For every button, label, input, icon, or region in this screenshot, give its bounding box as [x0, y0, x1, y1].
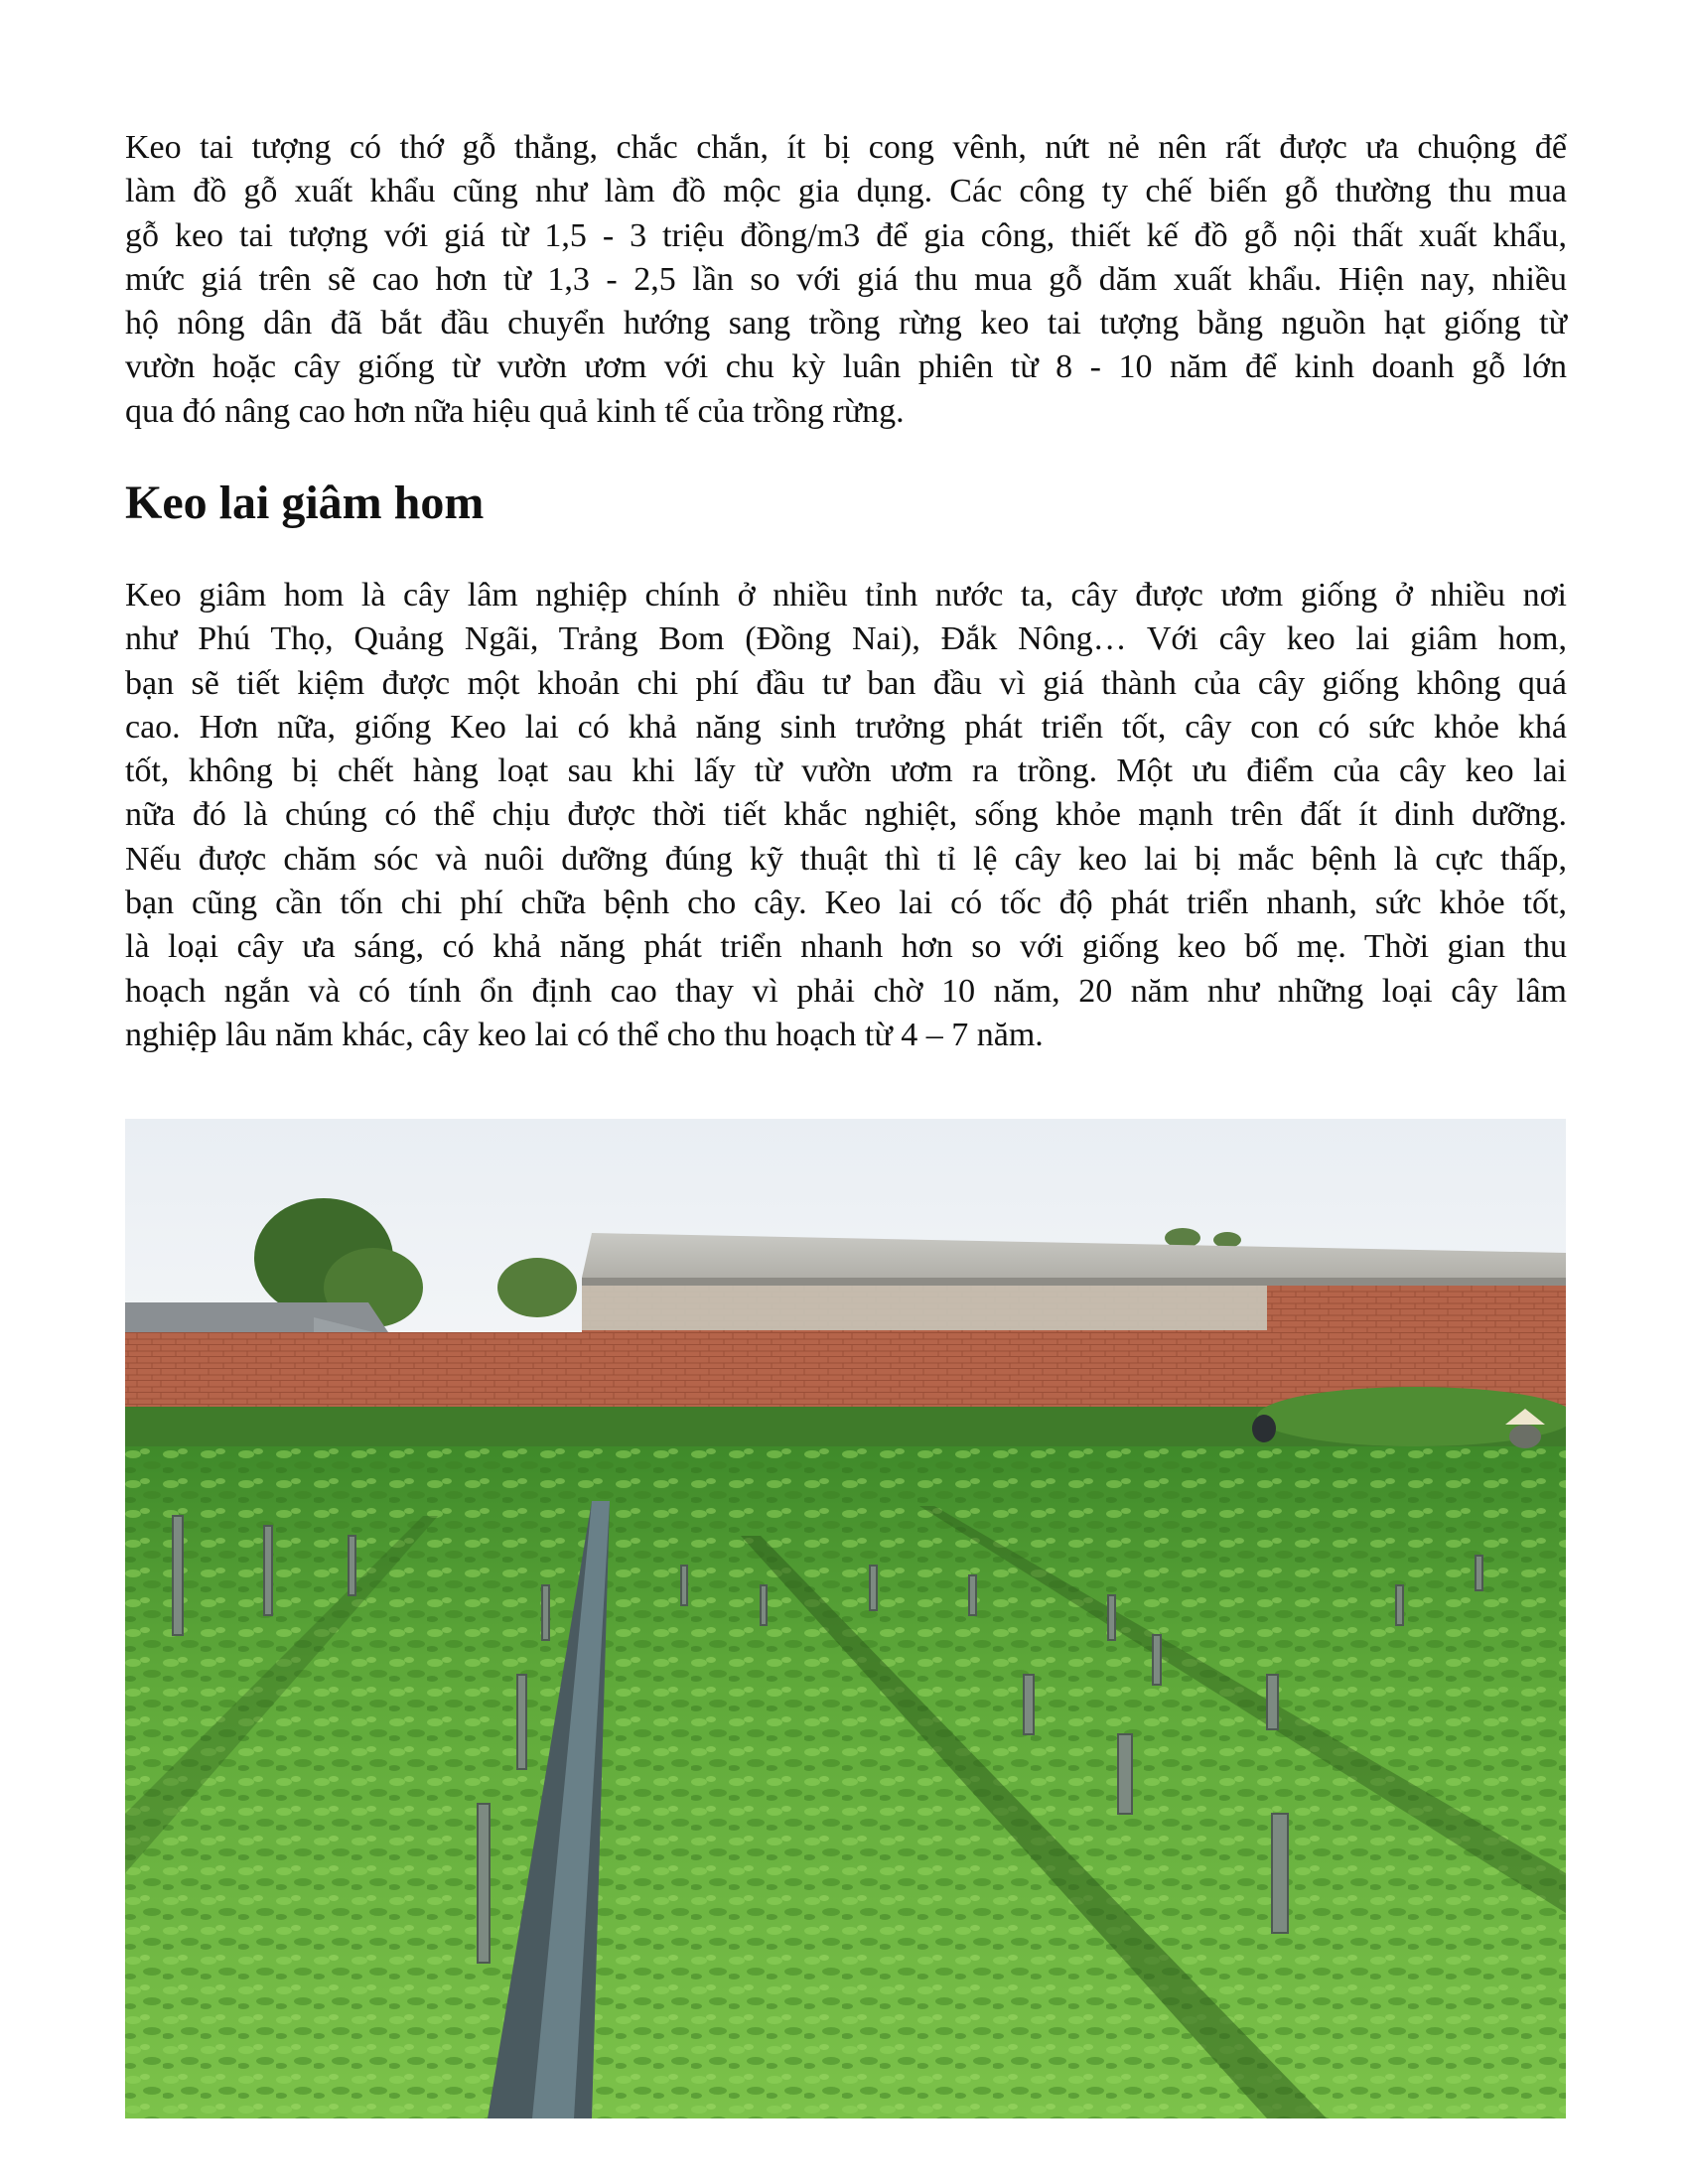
text-line: là loại cây ưa sáng, có khả năng phát triển nhanh hơn so với giống keo bố mẹ. Thời gian thu [125, 928, 1567, 966]
text-line: vườn hoặc cây giống từ vườn ươm với chu kỳ luân phiên từ 8 - 10 năm để kinh doanh gỗ lớn [125, 348, 1567, 386]
text-line: nữa đó là chúng có thể chịu được thời tiết khắc nghiệt, sống khỏe mạnh trên đất ít dinh dưỡng. [125, 796, 1567, 834]
text-line: cao. Hơn nữa, giống Keo lai có khả năng sinh trưởng phát triển tốt, cây con có sức khỏe khá [125, 708, 1567, 746]
paragraph-keo-lai-giam-hom [125, 574, 1567, 1057]
text-line: bạn sẽ tiết kiệm được một khoản chi phí đầu tư ban đầu vì giá thành của cây giống không quá [125, 664, 1567, 702]
text-line: hoạch ngắn và có tính ổn định cao thay vì phải chờ 10 năm, 20 năm như những loại cây lâm [125, 972, 1567, 1010]
text-line: làm đồ gỗ xuất khẩu cũng như làm đồ mộc gia dụng. Các công ty chế biến gỗ thường thu mua [125, 173, 1567, 210]
text-line: bạn cũng cần tốn chi phí chữa bệnh cho cây. Keo lai có tốc độ phát triển nhanh, sức khỏe tốt, [125, 885, 1567, 922]
text-line: mức giá trên sẽ cao hơn từ 1,3 - 2,5 lần so với giá thu mua gỗ dăm xuất khẩu. Hiện nay, nhiều [125, 260, 1567, 298]
text-line: tốt, không bị chết hàng loạt sau khi lấy từ vườn ươm ra trồng. Một ưu điểm của cây keo lai [125, 752, 1567, 790]
text-line: gỗ keo tai tượng với giá từ 1,5 - 3 triệu đồng/m3 để gia công, thiết kế đồ gỗ nội thất xuất khẩu, [125, 216, 1567, 254]
text-line: nghiệp lâu năm khác, cây keo lai có thể cho thu hoạch từ 4 – 7 năm. [125, 1016, 1044, 1053]
text-line: như Phú Thọ, Quảng Ngãi, Trảng Bom (Đồng Nai), Đắk Nông… Với cây keo lai giâm hom, [125, 620, 1567, 658]
nursery-field-photo [125, 1119, 1566, 2118]
paragraph-keo-tai-tuong [125, 126, 1567, 434]
text-line: Keo giâm hom là cây lâm nghiệp chính ở nhiều tỉnh nước ta, cây được ươm giống ở nhiều nơi [125, 577, 1567, 614]
text-line: qua đó nâng cao hơn nữa hiệu quả kinh tế của trồng rừng. [125, 392, 905, 430]
text-line: Keo tai tượng có thớ gỗ thẳng, chắc chắn, ít bị cong vênh, nứt nẻ nên rất được ưa chuộng để [125, 129, 1567, 166]
section-heading: Keo lai giâm hom [125, 477, 485, 529]
text-line: hộ nông dân đã bắt đầu chuyển hướng sang trồng rừng keo tai tượng bằng nguồn hạt giống từ [125, 305, 1567, 342]
text-line: Nếu được chăm sóc và nuôi dưỡng đúng kỹ thuật thì tỉ lệ cây keo lai bị mắc bệnh là cực thấp, [125, 840, 1567, 878]
